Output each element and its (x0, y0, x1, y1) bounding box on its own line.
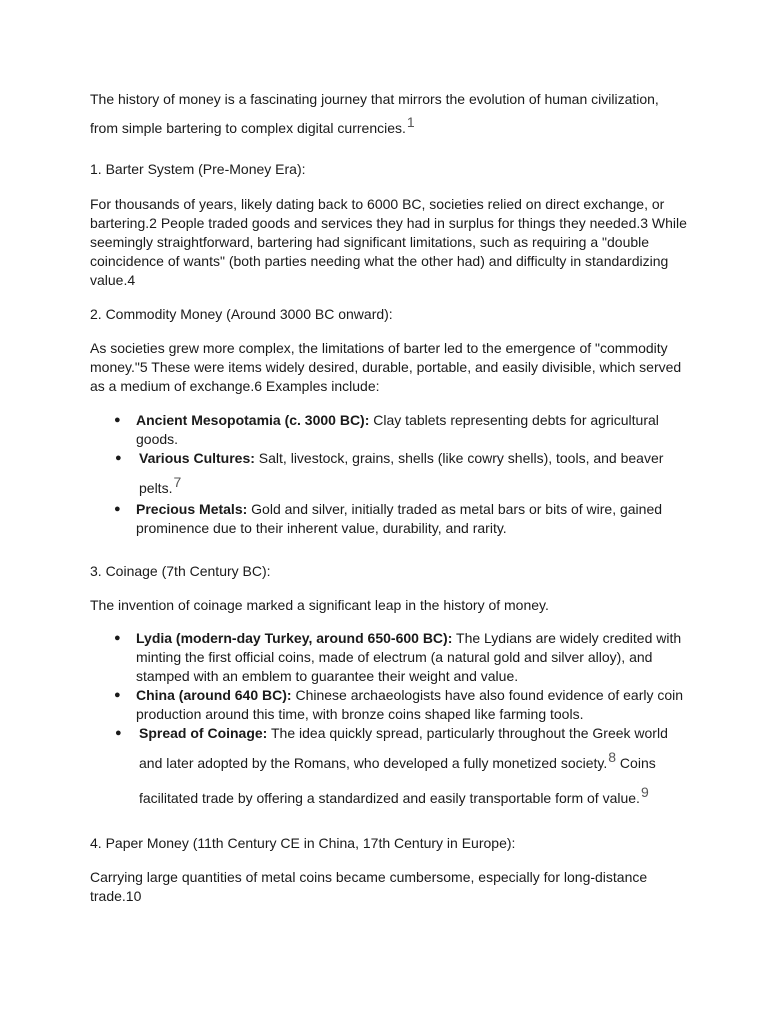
section-3-heading: 3. Coinage (7th Century BC): (90, 563, 271, 579)
section-2-body: As societies grew more complex, the limitations of barter led to the emergence of "commodity money."5 These were items widely desired, durable, portable, and easily divisible, which served as a medium of exchange.6 Examples include: (90, 340, 682, 394)
list-item-text-line-2 (139, 749, 656, 773)
section-4-body: Carrying large quantities of metal coins became cumbersome, especially for long-distance trade.10 (90, 869, 648, 904)
list-item (90, 686, 690, 724)
bullet-icon: ● (114, 689, 121, 701)
footnote-7: 7 (173, 474, 182, 490)
section-4-heading: 4. Paper Money (11th Century CE in China, 17th Century in Europe): (90, 835, 516, 851)
commodity-list (90, 411, 690, 538)
list-item-text-cont (139, 474, 182, 498)
coinage-list (90, 629, 690, 808)
bullet-icon: ● (114, 632, 121, 644)
intro-line-1: The history of money is a fascinating journey that mirrors the evolution of human civilization, (90, 91, 659, 107)
bullet-icon: ● (114, 414, 121, 426)
list-item-term: Precious Metals: (136, 501, 248, 517)
list-item-term: Spread of Coinage: (139, 725, 268, 741)
section-1-body: For thousands of years, likely dating back to 6000 BC, societies relied on direct exchange, or bartering.2 People traded goods and services they had in surplus for things they needed.3 While seemingly straightforward, bartering had significant limitations, such as requiring a "double coincidence of wants" (both parties needing what the other had) and difficulty in standardizing value.4 (90, 196, 687, 288)
section-2-heading: 2. Commodity Money (Around 3000 BC onward): (90, 306, 393, 322)
bullet-icon: ● (115, 727, 122, 739)
document-page (90, 90, 690, 906)
list-item-text-2b: Coins (616, 755, 656, 771)
section-3-body: The invention of coinage marked a significant leap in the history of money. (90, 597, 549, 613)
footnote-8: 8 (608, 749, 617, 765)
list-item-term: Lydia (modern-day Turkey, around 650-600 BC): (136, 630, 453, 646)
section-1-heading: 1. Barter System (Pre-Money Era): (90, 161, 306, 177)
list-item-text: Salt, livestock, grains, shells (like cowry shells), tools, and beaver (254, 450, 664, 466)
list-item-text: Chinese archaeologists have also found evidence of early coin production around this time, with bronze coins shaped like farming tools. (136, 687, 684, 722)
list-item-text: Gold and silver, initially traded as metal bars or bits of wire, gained prominence due to their inherent value, durability, and rarity. (136, 501, 663, 536)
list-item (90, 724, 690, 808)
list-item-text: The idea quickly spread, particularly throughout the Greek world (267, 725, 668, 741)
list-item-text-2: and later adopted by the Romans, who developed a fully monetized society. (139, 755, 608, 771)
list-item (90, 411, 690, 449)
intro-line-2 (90, 114, 690, 138)
list-item (90, 449, 690, 498)
list-item-term: Various Cultures: (139, 450, 255, 466)
bullet-icon: ● (114, 503, 121, 515)
list-item-text-line-3 (139, 784, 649, 808)
list-item-text-3: facilitated trade by offering a standardized and easily transportable form of value. (139, 790, 640, 806)
list-item-text-2: pelts. (139, 480, 173, 496)
list-item-term: China (around 640 BC): (136, 687, 292, 703)
list-item-text: The Lydians are widely credited with minting the first official coins, made of electrum (a natural gold and silver alloy), and stamped with an emblem to guarantee their weight and value. (136, 630, 682, 684)
list-item-term: Ancient Mesopotamia (c. 3000 BC): (136, 412, 370, 428)
intro-line-2-text: from simple bartering to complex digital currencies. (90, 120, 406, 136)
bullet-icon: ● (115, 452, 122, 464)
list-item (90, 629, 690, 686)
intro-paragraph (90, 90, 690, 138)
footnote-9: 9 (640, 784, 649, 800)
list-item (90, 500, 690, 538)
list-item-text: Clay tablets representing debts for agricultural goods. (136, 412, 659, 447)
footnote-1: 1 (406, 114, 415, 130)
